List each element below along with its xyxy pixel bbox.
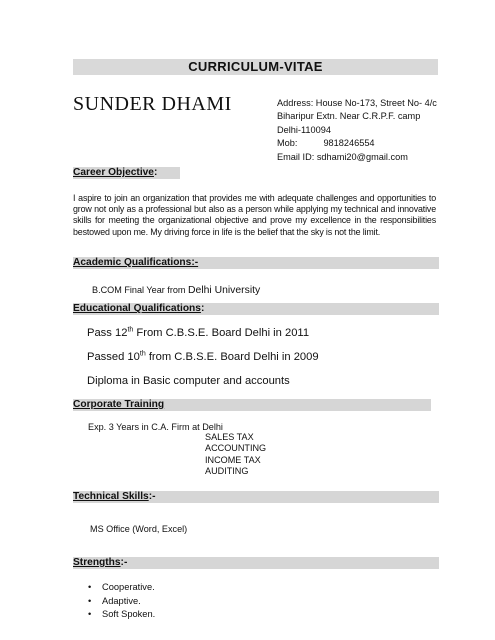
education-line-3: Diploma in Basic computer and accounts bbox=[87, 375, 290, 387]
educational-qualifications-title: Educational Qualifications bbox=[73, 303, 201, 314]
bullet-icon: • bbox=[88, 609, 92, 619]
career-objective-heading bbox=[73, 167, 180, 179]
academic-item-prefix: B.COM Final Year from bbox=[92, 285, 189, 295]
contact-block bbox=[277, 97, 437, 164]
mobile-number: 9818246554 bbox=[323, 138, 375, 149]
educational-qualifications-suffix: : bbox=[200, 303, 205, 314]
mobile-line bbox=[277, 137, 437, 150]
corporate-training-title: Corporate Training bbox=[73, 399, 165, 410]
address-line-3: Delhi-110094 bbox=[277, 124, 331, 135]
address-line-2: Biharipur Extn. Near C.R.P.F. camp bbox=[277, 111, 421, 122]
academic-qualifications-heading bbox=[73, 257, 439, 269]
technical-skills-suffix: :- bbox=[148, 491, 156, 502]
education-line-2: Passed 10th from C.B.S.E. Board Delhi in 2009 bbox=[87, 350, 319, 363]
person-name: SUNDER DHAMI bbox=[73, 93, 232, 115]
corporate-training-heading bbox=[73, 399, 431, 411]
training-item: SALES TAX bbox=[205, 432, 254, 442]
training-item: INCOME TAX bbox=[205, 454, 261, 465]
technical-skills-text: MS Office (Word, Excel) bbox=[90, 524, 188, 534]
strengths-title: Strengths bbox=[73, 557, 121, 568]
corporate-training-intro: Exp. 3 Years in C.A. Firm at Delhi bbox=[88, 422, 223, 432]
document-title: CURRICULUM-VITAE bbox=[73, 59, 438, 75]
technical-skills-title: Technical Skills bbox=[73, 491, 149, 502]
academic-qualifications-title: Academic Qualifications:- bbox=[73, 257, 199, 268]
technical-skills-heading bbox=[73, 491, 439, 503]
strengths-list bbox=[88, 581, 155, 622]
address-line-1: Address: House No-173, Street No- 4/c bbox=[277, 98, 437, 108]
strengths-suffix: :- bbox=[120, 557, 128, 568]
email-line: Email ID: sdhami20@gmail.com bbox=[277, 151, 408, 162]
training-item: AUDITING bbox=[205, 465, 249, 476]
list-item: • Cooperative. bbox=[88, 581, 155, 595]
mobile-label: Mob: bbox=[277, 138, 298, 149]
strengths-heading bbox=[73, 557, 439, 569]
bullet-icon: • bbox=[88, 595, 92, 606]
bullet-icon: • bbox=[88, 582, 92, 592]
career-objective-title: Career Objective bbox=[73, 167, 154, 178]
training-item: ACCOUNTING bbox=[205, 443, 267, 454]
corporate-training-list bbox=[205, 432, 266, 477]
academic-item-university: Delhi University bbox=[188, 285, 261, 296]
academic-item bbox=[92, 280, 260, 298]
list-item: • Adaptive. bbox=[88, 595, 155, 609]
career-objective-text: I aspire to join an organization that provides me with adequate challenges and opportunities to grow not only as a professional but also as a person while applying my technical and innovative skills for meeting the organizational objective and prove my excellence in the responsibilities bestowed upon me. My driving force in life is the belief that the sky is not the limit. bbox=[73, 193, 436, 237]
career-objective-suffix: : bbox=[153, 167, 158, 178]
educational-qualifications-heading bbox=[73, 303, 439, 315]
education-line-1: Pass 12th From C.B.S.E. Board Delhi in 2011 bbox=[87, 326, 310, 339]
list-item: • Soft Spoken. bbox=[88, 608, 155, 622]
